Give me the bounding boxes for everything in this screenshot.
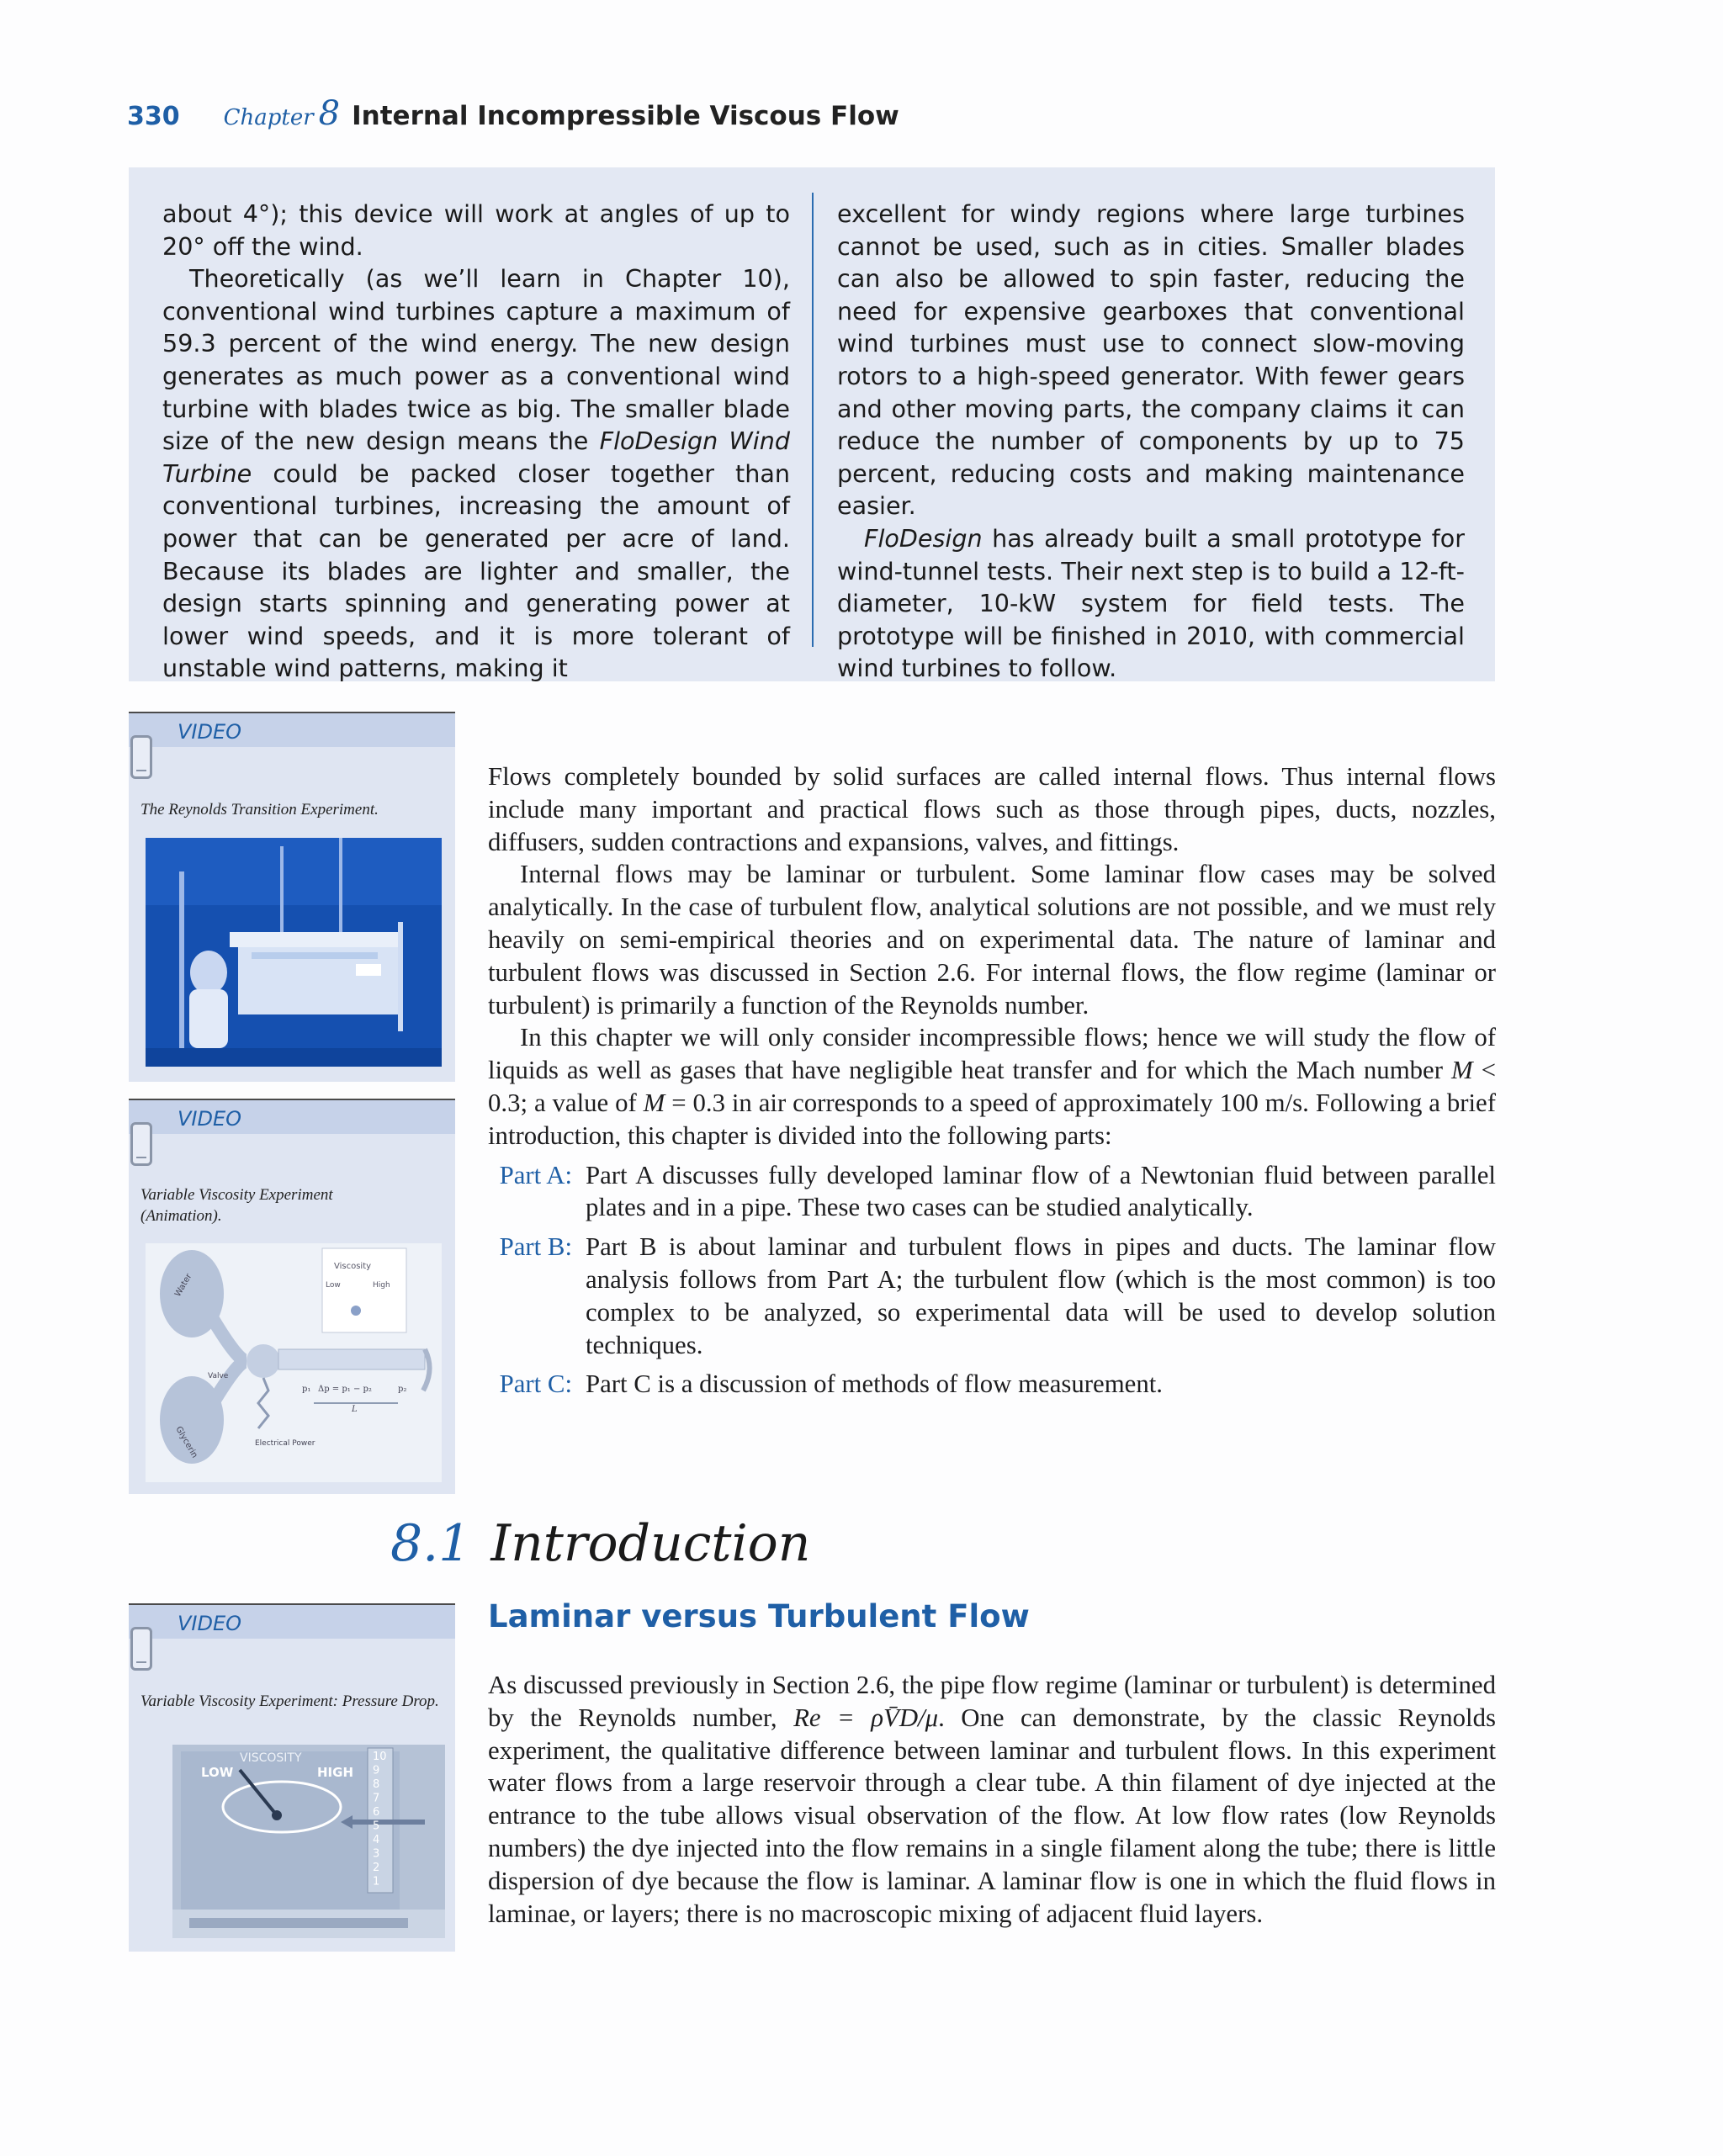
gauge-tick-label: 3 bbox=[373, 1847, 380, 1861]
gauge-tick-label: 4 bbox=[373, 1834, 380, 1846]
part-description: Part C is a discussion of methods of flow measurement. bbox=[586, 1369, 1163, 1399]
figure-high-label: High bbox=[373, 1281, 390, 1290]
video-thumbnail-image bbox=[146, 1243, 442, 1482]
figure-p2-label: p₂ bbox=[398, 1385, 407, 1394]
math-symbol: M bbox=[1450, 1056, 1473, 1085]
case-study-paragraph: excellent for windy regions where large turbines cannot be used, such as in cities. Smaller blades can also be allowed to spin faster, reducing the need for expensive gearboxes that conventional wind turbines must use to connect slow-moving rotors to a high-speed generator. With fewer gears and other moving parts, the company claims it can reduce the number of components by up to 75 percent, reducing costs and making maintenance easier. bbox=[837, 199, 1465, 521]
video-thumbnail-image bbox=[146, 838, 442, 1067]
part-item bbox=[485, 1368, 1496, 1401]
figure-viscosity-label: VISCOSITY bbox=[240, 1751, 302, 1765]
part-item bbox=[485, 1231, 1496, 1361]
page-number: 330 bbox=[127, 102, 180, 131]
gauge-tick-label: 7 bbox=[373, 1792, 380, 1805]
text-run: = 0.3 in air corresponds to a speed of approximately 100 m/s. Following a brief introduction, this chapter is divided into the following parts: bbox=[488, 1088, 1496, 1150]
part-label[interactable]: Part A: bbox=[499, 1160, 572, 1189]
gauge-tick-label: 9 bbox=[373, 1764, 380, 1777]
text-run: < 0.3; a value of bbox=[488, 1056, 1496, 1117]
figure-low-label: Low bbox=[326, 1281, 341, 1290]
video-caption: The Reynolds Transition Experiment. bbox=[140, 801, 379, 818]
chapter-parts-list bbox=[485, 1159, 1496, 1401]
part-label[interactable]: Part C: bbox=[499, 1369, 572, 1399]
case-study-paragraph bbox=[837, 522, 1465, 685]
gauge-tick-label: 5 bbox=[373, 1820, 380, 1833]
text-run: Theoretically (as we’ll learn in Chapter 10), conventional wind turbines capture a maximum of 59.3 percent of the wind energy. The new design generates as much power as a conventional wind turbine with blades twice as big. The smaller blade size of the new design means the bbox=[162, 264, 790, 456]
gauge-tick-label: 1 bbox=[373, 1875, 380, 1888]
body-paragraph bbox=[488, 1669, 1496, 1930]
case-study-left-column bbox=[162, 198, 790, 685]
body-paragraph: Flows completely bounded by solid surfaces are called internal flows. Thus internal flows include many important and practical flows such as those through pipes, ducts, nozzles, diffusers, sudden contractions and expansions, valves, and fittings. bbox=[488, 762, 1496, 856]
figure-viscosity-label: Viscosity bbox=[334, 1262, 372, 1271]
part-description: Part B is about laminar and turbulent flows in pipes and ducts. The laminar flow analysis follows from Part A; the turbulent flow (which is the most common) is too complex to be analyzed, so experimental data will be used to develop solution techniques. bbox=[586, 1232, 1496, 1359]
figure-high-label: HIGH bbox=[317, 1765, 354, 1780]
figure-electrical-power-label: Electrical Power bbox=[255, 1439, 315, 1448]
math-symbol: M bbox=[643, 1088, 665, 1117]
figure-low-label: LOW bbox=[201, 1765, 234, 1780]
section-heading bbox=[390, 1514, 810, 1573]
mobile-device-icon bbox=[130, 1122, 152, 1166]
product-name: FloDesign bbox=[864, 523, 983, 553]
video-caption: Variable Viscosity Experiment: Pressure Drop. bbox=[140, 1692, 439, 1710]
mobile-device-icon bbox=[130, 735, 152, 779]
chapter-title: Internal Incompressible Viscous Flow bbox=[352, 101, 899, 131]
lower-body-text bbox=[488, 1669, 1496, 1930]
video-link-variable-viscosity-pressure-drop[interactable] bbox=[129, 1603, 455, 1952]
part-item bbox=[485, 1159, 1496, 1225]
body-paragraph bbox=[488, 1021, 1496, 1152]
running-header bbox=[127, 94, 899, 141]
video-caption: Variable Viscosity Experiment (Animation). bbox=[140, 1186, 333, 1225]
text-run: . One can demonstrate, by the classic Reynolds experiment, the qualitative difference between laminar and turbulent flows. In this experiment water flows from a large reservoir through a clear tube. A thin filament of dye injected at the entrance to the tube allows visual observation of the flow. At low flow rates (low Reynolds numbers) the dye injected into the flow remains in a single filament along the tube; there is little dispersion of dye because the flow is laminar. A laminar flow is one in which the fluid flows in laminae, or layers; there is no macroscopic mixing of adjacent fluid layers. bbox=[488, 1703, 1496, 1928]
gauge-tick-label: 2 bbox=[373, 1862, 380, 1874]
video-link-variable-viscosity-animation[interactable] bbox=[129, 1099, 455, 1494]
video-label: VIDEO bbox=[178, 1107, 242, 1131]
text-run: As discussed previously in Section 2.6, the pipe flow regime (laminar or turbulent) is determined by the Reynolds number, bbox=[488, 1671, 1496, 1732]
mobile-device-icon bbox=[130, 1627, 152, 1671]
gauge-tick-label: 8 bbox=[373, 1778, 380, 1791]
text-run: has already built a small prototype for wind-tunnel tests. Their next step is to build a 12-ft-diameter, 10-kW system for field tests. The prototype will be finished in 2010, with commercial wind turbines to follow. bbox=[837, 523, 1465, 683]
case-study-right-column bbox=[837, 198, 1465, 685]
part-label[interactable]: Part B: bbox=[499, 1232, 572, 1262]
case-study-paragraph bbox=[162, 262, 790, 685]
column-divider bbox=[812, 193, 814, 647]
section-number: 8.1 bbox=[390, 1514, 471, 1573]
figure-glycerin-label: Glycerin bbox=[173, 1425, 199, 1460]
reynolds-number-equation: Re = ρV̄D/μ bbox=[793, 1703, 939, 1732]
figure-p1-label: p₁ bbox=[302, 1385, 311, 1394]
chapter-number: 8 bbox=[318, 94, 341, 133]
gauge-tick-label: 6 bbox=[373, 1806, 380, 1819]
case-study-paragraph: about 4°); this device will work at angles of up to 20° off the wind. bbox=[162, 199, 790, 261]
video-thumbnail-image bbox=[172, 1745, 445, 1938]
video-label: VIDEO bbox=[178, 720, 242, 744]
text-run: could be packed closer together than conventional turbines, increasing the amount of power that can be generated per acre of land. Because its blades are lighter and smaller, the design starts spinning and generating power at lower wind speeds, and it is more tolerant of unstable wind patterns, making it bbox=[162, 458, 790, 683]
case-study-box bbox=[129, 167, 1495, 681]
figure-delta-p-label: Δp = p₁ − p₂ bbox=[318, 1385, 372, 1394]
section-title: Introduction bbox=[490, 1514, 811, 1573]
subsection-title: Laminar versus Turbulent Flow bbox=[488, 1598, 1030, 1634]
part-description: Part A discusses fully developed laminar flow of a Newtonian fluid between parallel plates and in a pipe. These two cases can be studied analytically. bbox=[586, 1160, 1496, 1222]
product-name: FloDesign Wind Turbine bbox=[162, 426, 790, 488]
figure-valve-label: Valve bbox=[208, 1372, 229, 1380]
text-run: In this chapter we will only consider incompressible flows; hence we will study the flow of liquids as well as gases that have negligible heat transfer and for which the Mach number bbox=[488, 1023, 1496, 1085]
chapter-word: Chapter bbox=[223, 105, 314, 130]
video-link-reynolds-transition[interactable] bbox=[129, 712, 455, 1082]
figure-water-label: Water bbox=[173, 1272, 194, 1299]
gauge-tick-label: 10 bbox=[373, 1751, 387, 1763]
main-body-text bbox=[488, 760, 1496, 1401]
video-label: VIDEO bbox=[178, 1612, 242, 1635]
body-paragraph: Internal flows may be laminar or turbulent. Some laminar flow cases may be solved analytically. In the case of turbulent flow, analytical solutions are not possible, and we must rely heavily on semi-empirical theories and on experimental data. The nature of laminar and turbulent flows was discussed in Section 2.6. For internal flows, the flow regime (laminar or turbulent) is primarily a function of the Reynolds number. bbox=[488, 860, 1496, 1020]
figure-length-label: L bbox=[352, 1405, 358, 1414]
